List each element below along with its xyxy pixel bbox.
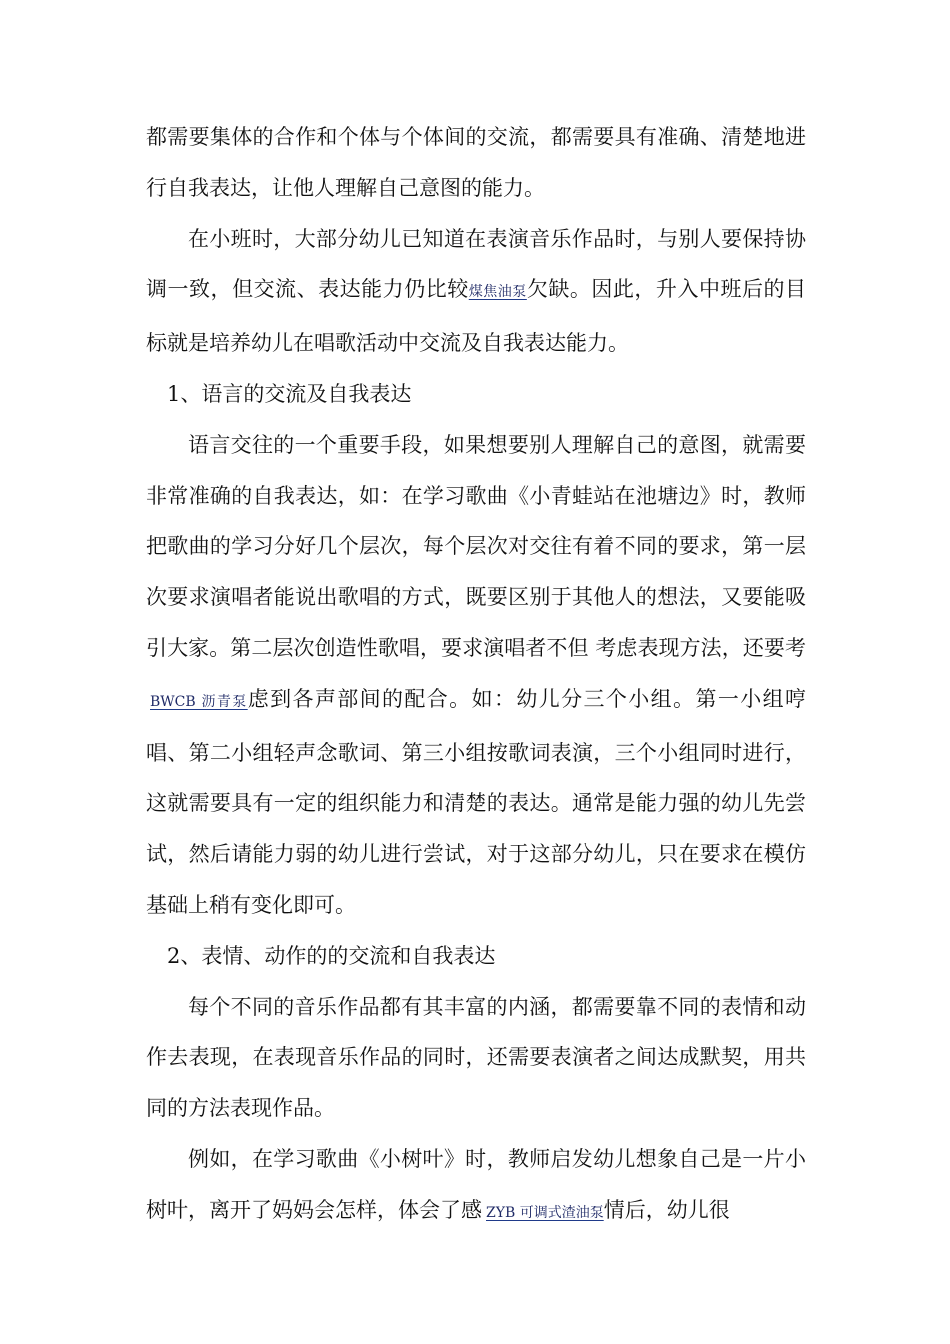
paragraph-text: 欠缺。因此，升入中班后的目标就是培养幼儿在唱歌活动中交流及自我表达能力。 [146,277,807,356]
paragraph-text: 在小班时，大部分幼儿已知道在表演音乐作品时，与别人要保持协调一致，但交流、表达能力仍比较 [146,226,806,302]
paragraph-text: 语言交往的一个重要手段，如果想要别人理解自己的意图，就需要非常准确的自我表达，如：在学习歌曲《小青蛙站在池塘边》时，教师把歌曲的学习分好几个层次，每个层次对交往有着不同的要求，第一层次要求演唱者能说出歌唱的方式，既要区别于其他人的想法，又要能吸引大家。第二层次创造性歌唱，要求演唱者不但 考虑表现方法，还要考 [146,432,806,660]
paragraph-continuation: 都需要集体的合作和个体与个体间的交流，都需要具有准确、清楚地进行自我表达，让他人理解自己意图的能力。 [146,125,806,200]
paragraph-text: 情后，幼儿很 [603,1197,730,1222]
link-residual-oil-pump[interactable]: ZYB 可调式渣油泵 [486,1204,604,1221]
paragraph-text: 例如，在学习歌曲《小树叶》时，教师启发幼儿想象自己是一片小树叶，离开了妈妈会怎样，体会了感 [146,1146,806,1222]
paragraph-music-works: 每个不同的音乐作品都有其丰富的内涵，都需要靠不同的表情和动作去表现，在表现音乐作品的同时，还需要表演者之间达成默契，用共同的方法表现作品。 [146,994,806,1121]
document-body [146,112,806,1239]
link-asphalt-pump[interactable]: BWCB 沥青泵 [150,693,248,710]
section-heading-language: 1、语言的交流及自我表达 [167,381,412,406]
paragraph-text: 虑到各声部间的配合。如：幼儿分三个小组。第一小组哼唱、第二小组轻声念歌词、第三小组按歌词表演，三个小组同时进行，这就需要具有一定的组织能力和清楚的表达。通常是能力强的幼儿先尝试，然后请能力弱的幼儿进行尝试，对于这部分幼儿，只在要求在模仿基础上稍有变化即可。 [146,686,806,917]
paragraph-language-exchange [146,420,806,931]
link-coal-tar-pump[interactable]: 煤焦油泵 [468,284,527,301]
paragraph-leaf-example [146,1134,806,1239]
section-heading-expression: 2、表情、动作的的交流和自我表达 [167,943,496,968]
paragraph-small-class [146,214,806,369]
